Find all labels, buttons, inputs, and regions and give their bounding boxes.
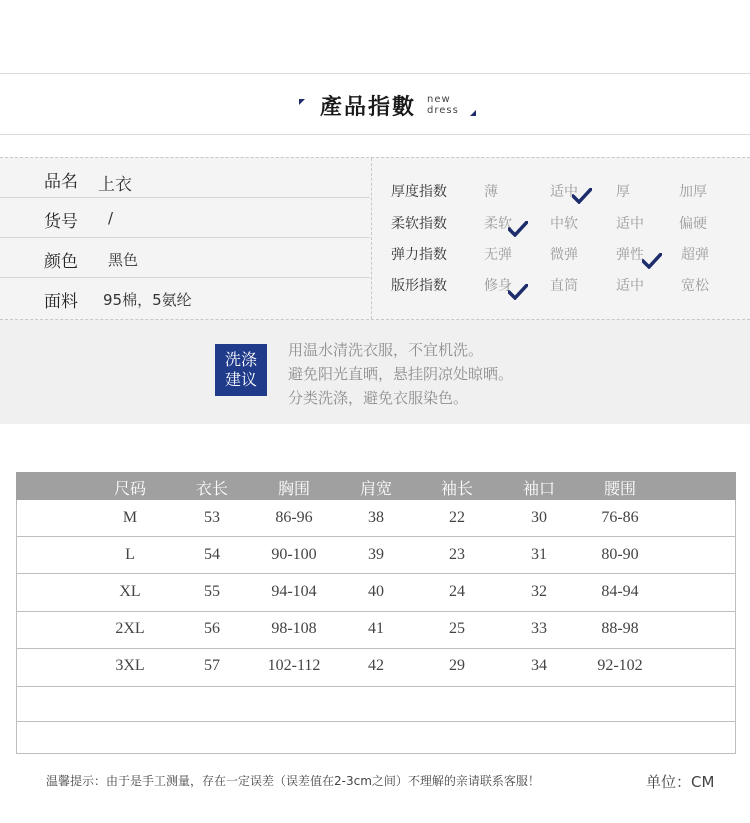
table-header-cell: 衣长	[195, 479, 229, 498]
header-top-line	[0, 73, 750, 74]
table-row-divider	[16, 686, 736, 687]
page-subtitle	[427, 94, 459, 116]
checkmark-icon	[572, 188, 592, 204]
washing-badge	[215, 344, 267, 396]
table-cell: 33	[531, 620, 547, 637]
checkmark-icon	[508, 221, 528, 237]
washing-instruction: 避免阳光直晒，悬挂阴凉处晾晒。	[288, 365, 514, 383]
table-row-divider	[16, 573, 736, 574]
table-cell: 34	[531, 657, 547, 674]
info-row-sku	[0, 198, 370, 238]
index-option: 中软	[550, 216, 578, 232]
table-cell: 84-94	[601, 583, 639, 600]
index-option: 偏硬	[679, 216, 707, 232]
info-label-sku: 货号	[44, 212, 78, 232]
info-row-fabric	[0, 278, 370, 317]
table-header-cell: 袖口	[522, 479, 556, 498]
info-row-name	[0, 158, 370, 198]
info-value-sku: /	[108, 209, 114, 227]
table-cell: 86-96	[275, 509, 313, 526]
table-cell: 80-90	[601, 546, 639, 563]
index-option: 适中	[616, 216, 644, 232]
table-cell: 29	[449, 657, 465, 674]
table-header-cell: 腰围	[603, 479, 637, 498]
info-value-color: 黑色	[108, 251, 139, 269]
panel-divider	[371, 158, 373, 319]
info-label-color: 颜色	[44, 252, 78, 272]
table-cell: 94-104	[271, 583, 317, 600]
table-cell: 38	[368, 509, 384, 526]
table-row-divider	[16, 648, 736, 649]
washing-badge-line-1: 洗涤	[224, 350, 257, 369]
table-cell: 22	[449, 509, 465, 526]
index-option-selected: 修身	[484, 278, 512, 294]
table-cell: 41	[368, 620, 384, 637]
washing-instruction: 分类洗涤，避免衣服染色。	[288, 389, 469, 407]
index-option: 厚	[616, 184, 630, 200]
table-cell: 42	[368, 657, 384, 674]
table-cell: 55	[204, 583, 220, 600]
checkmark-icon	[508, 284, 528, 300]
info-value-name: 上衣	[98, 175, 132, 195]
table-cell: 30	[531, 509, 547, 526]
index-option: 超弹	[681, 247, 709, 263]
table-cell: 92-102	[597, 657, 643, 674]
index-label-thickness: 厚度指数	[391, 184, 447, 200]
info-row-color	[0, 238, 370, 278]
table-cell: 57	[204, 657, 220, 674]
table-header-cell: 胸围	[277, 479, 311, 498]
index-option-selected: 柔软	[484, 216, 512, 232]
measurement-note: 温馨提示：由于是手工测量，存在一定误差（误差值在2-3cm之间）不理解的亲请联系客服！	[46, 774, 540, 788]
table-cell: 23	[449, 546, 465, 563]
table-cell: 31	[531, 546, 547, 563]
subtitle-line-1: new	[427, 94, 451, 105]
table-row-divider	[16, 536, 736, 537]
table-row-divider	[16, 721, 736, 722]
table-header-cell: 袖长	[440, 479, 474, 498]
table-cell: XL	[119, 583, 141, 600]
table-cell: 32	[531, 583, 547, 600]
table-cell: 53	[204, 509, 220, 526]
index-option: 微弹	[550, 247, 578, 263]
table-cell: 56	[204, 620, 220, 637]
index-option-selected: 适中	[550, 184, 578, 200]
table-cell: 102-112	[267, 657, 321, 674]
table-cell: 39	[368, 546, 384, 563]
table-cell: 3XL	[115, 657, 145, 674]
info-value-fabric: 95棉，5氨纶	[103, 291, 192, 309]
table-cell: 54	[204, 546, 220, 563]
table-header-cell: 尺码	[113, 479, 147, 498]
washing-badge-line-2: 建议	[224, 370, 257, 389]
table-cell: 2XL	[115, 620, 145, 637]
table-cell: 24	[449, 583, 465, 600]
unit-label: 单位：CM	[646, 773, 715, 791]
table-cell: 40	[368, 583, 384, 600]
page-title: 產品指數	[320, 94, 417, 120]
index-option: 无弹	[484, 247, 512, 263]
table-cell: M	[122, 509, 138, 526]
subtitle-line-2: dress	[427, 105, 459, 116]
table-cell: 88-98	[601, 620, 639, 637]
index-option: 加厚	[679, 184, 707, 200]
info-label-fabric: 面料	[44, 292, 78, 312]
corner-triangle-left-icon	[299, 99, 305, 105]
corner-triangle-right-icon	[470, 110, 476, 116]
index-option-selected: 弹性	[616, 247, 644, 263]
table-cell: L	[125, 546, 135, 563]
table-row-divider	[16, 611, 736, 612]
info-label-name: 品名	[44, 172, 78, 192]
index-option: 薄	[484, 184, 498, 200]
table-header-cell: 肩宽	[359, 479, 393, 498]
table-cell: 98-108	[271, 620, 317, 637]
header-bottom-line	[0, 134, 750, 135]
washing-instruction: 用温水清洗衣服，不宜机洗。	[288, 341, 484, 359]
checkmark-icon	[642, 253, 662, 269]
index-label-fit: 版形指数	[391, 278, 447, 294]
index-label-softness: 柔软指数	[391, 216, 447, 232]
table-cell: 90-100	[271, 546, 317, 563]
table-cell: 25	[449, 620, 465, 637]
index-option: 宽松	[681, 278, 709, 294]
index-option: 适中	[616, 278, 644, 294]
index-option: 直筒	[550, 278, 578, 294]
table-cell: 76-86	[601, 509, 639, 526]
index-label-elasticity: 弹力指数	[391, 247, 447, 263]
product-info-panel	[0, 157, 750, 320]
